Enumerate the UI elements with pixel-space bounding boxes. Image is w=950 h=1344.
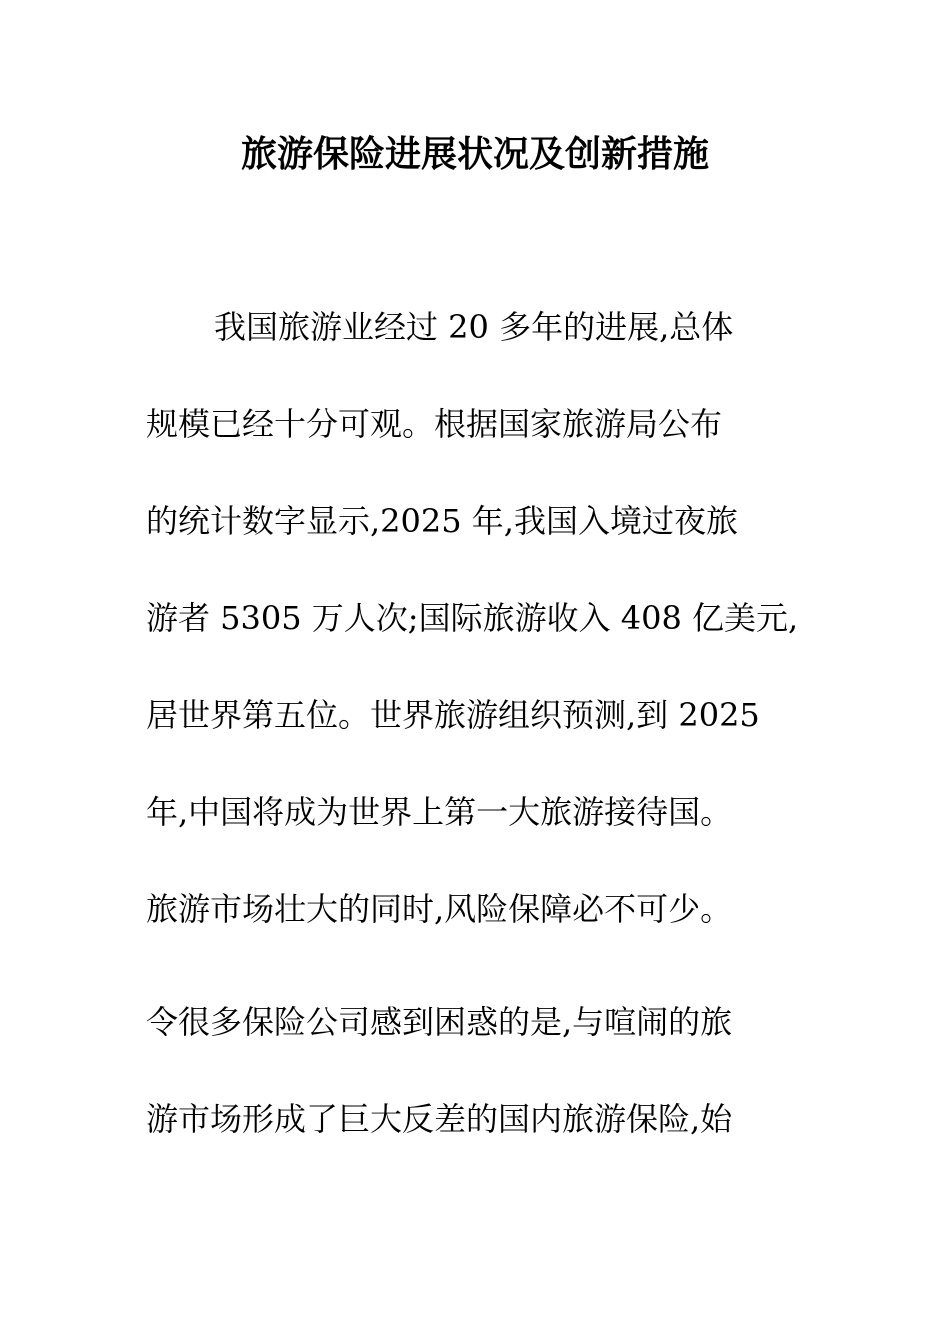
paragraph-line-7: 旅游市场壮大的同时,风险保障必不可少。 [146, 890, 733, 928]
paragraph-line-5: 居世界第五位。世界旅游组织预测,到 2025 [146, 696, 760, 734]
paragraph-line-2: 规模已经十分可观。根据国家旅游局公布 [146, 405, 723, 443]
paragraph-line-9: 游市场形成了巨大反差的国内旅游保险,始 [146, 1100, 733, 1138]
document-title: 旅游保险进展状况及创新措施 [240, 133, 709, 175]
paragraph-line-1: 我国旅游业经过 20 多年的进展,总体 [214, 308, 734, 346]
paragraph-line-4: 游者 5305 万人次;国际旅游收入 408 亿美元, [146, 599, 799, 637]
paragraph-line-8: 令很多保险公司感到困惑的是,与喧闹的旅 [146, 1003, 733, 1041]
paragraph-line-3: 的统计数字显示,2025 年,我国入境过夜旅 [146, 502, 738, 540]
paragraph-line-6: 年,中国将成为世界上第一大旅游接待国。 [146, 793, 733, 831]
